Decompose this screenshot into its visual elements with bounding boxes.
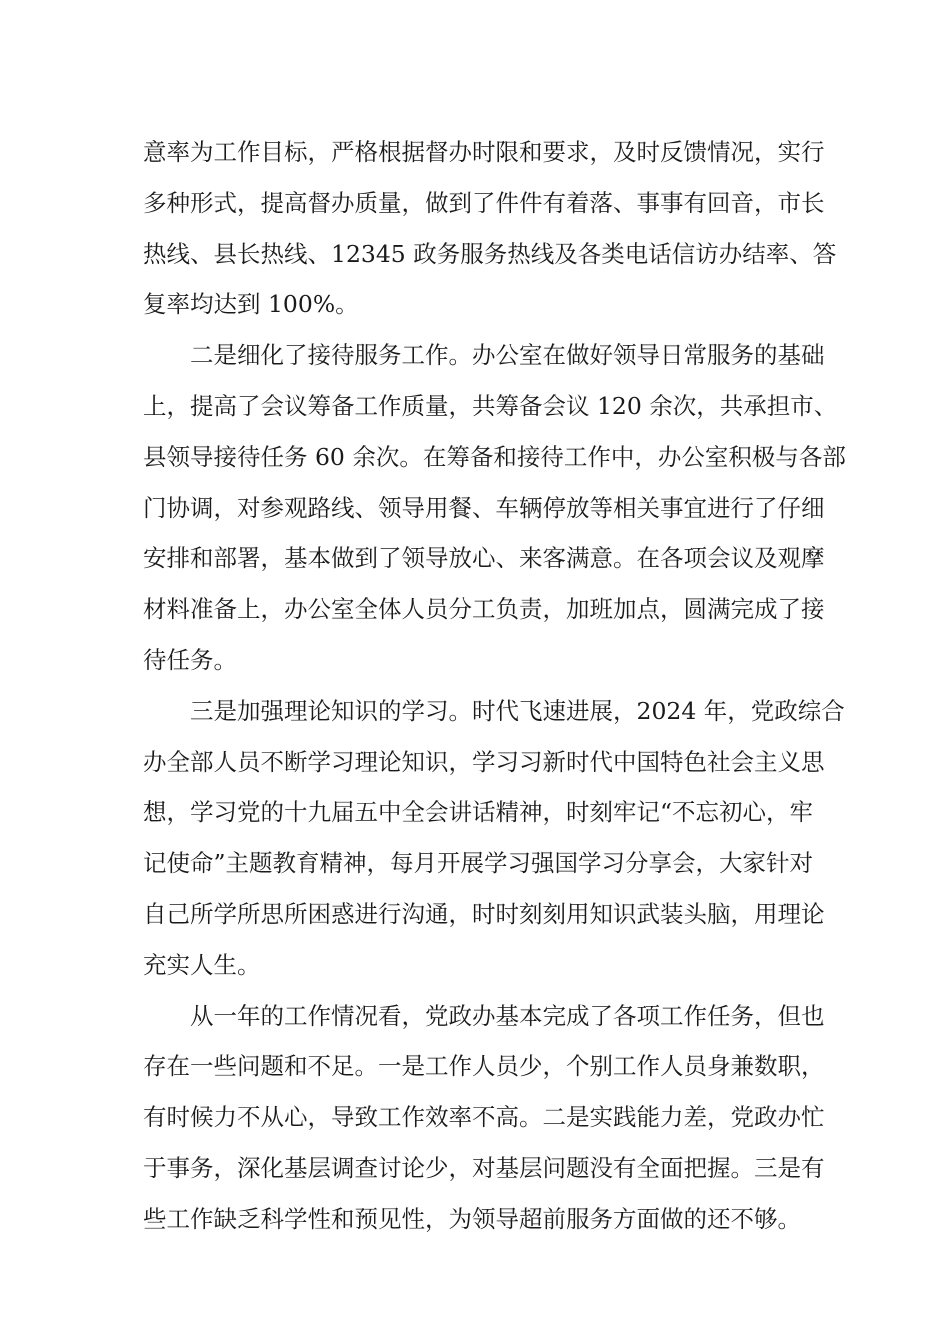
text-line: 三是加强理论知识的学习。时代飞速进展，2024 年，党政综合 — [190, 696, 845, 725]
text-line: 上，提高了会议筹备工作质量，共筹备会议 120 余次，共承担市、 — [143, 391, 838, 420]
text-line: 多种形式，提高督办质量，做到了件件有着落、事事有回音，市长 — [143, 188, 825, 217]
text-line: 办全部人员不断学习理论知识，学习习新时代中国特色社会主义思 — [143, 747, 825, 776]
text-line: 热线、县长热线、12345 政务服务热线及各类电话信访办结率、答 — [143, 239, 837, 268]
text-line: 自己所学所思所困惑进行沟通，时时刻刻用知识武装头脑，用理论 — [143, 899, 825, 928]
text-line: 有时候力不从心，导致工作效率不高。二是实践能力差，党政办忙 — [143, 1103, 825, 1132]
text-line: 安排和部署，基本做到了领导放心、来客满意。在各项会议及观摩 — [143, 544, 825, 573]
document-body — [143, 127, 846, 1245]
text-line: 意率为工作目标，严格根据督办时限和要求，及时反馈情况，实行 — [143, 138, 825, 166]
text-line: 充实人生。 — [143, 950, 261, 979]
text-line: 复率均达到 100%。 — [143, 290, 359, 319]
paragraph-reception — [143, 330, 846, 686]
text-line: 记使命”主题教育精神，每月开展学习强国学习分享会，大家针对 — [143, 849, 814, 878]
text-line: 存在一些问题和不足。一是工作人员少，个别工作人员身兼数职， — [143, 1052, 825, 1081]
text-line: 二是细化了接待服务工作。办公室在做好领导日常服务的基础 — [190, 341, 825, 370]
text-line: 县领导接待任务 60 余次。在筹备和接待工作中，办公室积极与各部 — [143, 442, 846, 471]
text-line: 门协调，对参观路线、领导用餐、车辆停放等相关事宜进行了仔细 — [143, 493, 825, 522]
paragraph-problems — [143, 991, 825, 1245]
paragraph-theory-study — [143, 686, 845, 991]
text-line: 从一年的工作情况看，党政办基本完成了各项工作任务，但也 — [190, 1001, 825, 1030]
text-line: 待任务。 — [143, 645, 237, 674]
text-line: 想，学习党的十九届五中全会讲话精神，时刻牢记“不忘初心，牢 — [143, 798, 814, 827]
paragraph-supervision — [143, 127, 837, 330]
text-line: 于事务，深化基层调查讨论少，对基层问题没有全面把握。三是有 — [143, 1153, 825, 1182]
text-line: 些工作缺乏科学性和预见性，为领导超前服务方面做的还不够。 — [143, 1204, 801, 1233]
text-line: 材料准备上，办公室全体人员分工负责，加班加点，圆满完成了接 — [143, 595, 825, 624]
